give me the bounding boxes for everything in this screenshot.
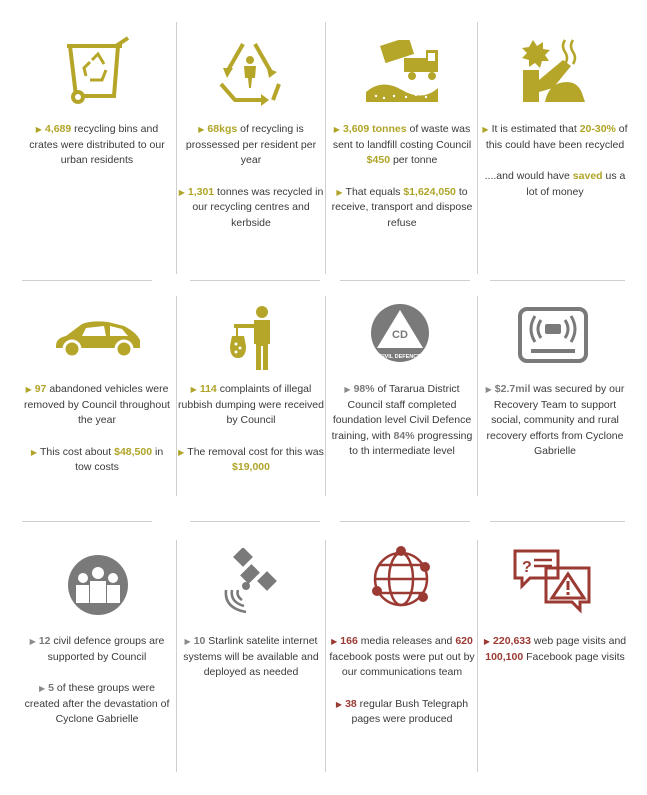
bullet-triangle-icon: ▶ (178, 447, 185, 457)
divider-v-9 (477, 540, 478, 772)
warning-chat-icon (512, 548, 592, 614)
bullet-triangle-icon: ▶ (485, 385, 492, 394)
person-dumping-rubbish-icon (224, 306, 280, 372)
svg-text:?: ? (522, 559, 532, 576)
civil-staff-text: ▶ 98% of Tararua District Council staff completed foundation level Civil Defence training, with 84% progressing to th intermediate level (331, 383, 473, 457)
estimate-text: ▶ It is estimated that 20-30% of this could have been recycled (482, 123, 628, 151)
divider-h-6 (190, 521, 320, 522)
new-groups-text: ▶ 5 of these groups were created after the devastation of Cyclone Gabrielle (24, 682, 170, 725)
stat-vehicles (22, 382, 172, 492)
saved-text: ....and would have saved us a lot of money (484, 170, 626, 198)
kgs-text: ▶ 68kgs of recycling is prossessed per resident per year (185, 123, 317, 166)
divider-h-4 (490, 280, 625, 281)
bullet-triangle-icon: ▶ (35, 125, 42, 134)
community-group-icon (66, 553, 130, 617)
media-text: ▶ 166 media releases and 620 facebook posts were put out by our communications team (329, 635, 475, 678)
stat-recycling-bins (22, 122, 172, 185)
vehicles-text: ▶ 97 abandoned vehicles were removed by Council throughout the year (24, 383, 170, 426)
divider-h-5 (22, 521, 152, 522)
divider-h-1 (22, 280, 152, 281)
radio-device-icon (517, 306, 589, 366)
starlink-text: ▶ 10 Starlink satelite internet systems will be available and deployed as needed (183, 635, 319, 678)
stat-dumping (176, 382, 326, 492)
badge-cd-text: CD (392, 329, 408, 341)
bullet-triangle-icon: ▶ (178, 187, 185, 197)
badge-civil-defence-text: CIVIL DEFENCE (379, 354, 421, 360)
car-icon (52, 318, 144, 358)
bullet-triangle-icon: ▶ (333, 125, 340, 134)
recycle-person-icon (215, 38, 285, 106)
bullet-triangle-icon: ▶ (344, 385, 351, 394)
stat-estimate (480, 122, 630, 216)
bullet-triangle-icon: ▶ (198, 125, 205, 134)
web-text: ▶ 220,633 web page visits and 100,100 Facebook page visits (483, 635, 627, 663)
dumping-text: ▶ 114 complaints of illegal rubbish dumping were received by Council (178, 383, 324, 426)
bullet-triangle-icon: ▶ (336, 187, 343, 197)
satellite-icon (218, 548, 284, 614)
stat-starlink (176, 634, 326, 697)
tonnes-recycled-text: ▶ 1,301 tonnes was recycled in our recycling centres and kerbside (178, 185, 324, 229)
divider-h-7 (340, 521, 470, 522)
bullet-triangle-icon: ▶ (190, 385, 197, 394)
bullet-triangle-icon: ▶ (184, 637, 191, 646)
landfill-cost-text: ▶ That equals $1,624,050 to receive, transport and dispose refuse (331, 185, 473, 229)
stat-media (327, 634, 477, 744)
stat-landfill (327, 122, 477, 247)
divider-h-8 (490, 521, 625, 522)
landfill-text: ▶ 3,609 tonnes of waste was sent to landfill costing Council $450 per tonne (332, 123, 472, 166)
divider-v-3 (477, 22, 478, 274)
removal-cost-text: ▶ The removal cost for this was $19,000 (178, 445, 324, 473)
bullet-triangle-icon: ▶ (335, 699, 343, 709)
bullet-triangle-icon: ▶ (482, 125, 489, 134)
network-globe-icon (367, 545, 435, 613)
bullet-triangle-icon: ▶ (25, 385, 32, 394)
recovery-text: ▶ $2.7mil was secured by our Recovery Team to support social, community and rural recovery efforts from Cyclone Gabrielle (485, 383, 625, 457)
groups-text: ▶ 12 civil defence groups are supported by Council (29, 635, 165, 663)
bullet-triangle-icon: ▶ (29, 637, 36, 646)
stat-civil-staff (327, 382, 477, 476)
bins-text: ▶ 4,689 recycling bins and crates were distributed to our urban residents (29, 123, 165, 166)
bullet-triangle-icon: ▶ (30, 447, 37, 457)
stat-recycling-kgs (176, 122, 326, 247)
bullet-triangle-icon: ▶ (331, 637, 338, 646)
bullet-triangle-icon: ▶ (39, 684, 46, 693)
civil-defence-badge-icon (369, 302, 431, 364)
divider-h-2 (190, 280, 320, 281)
divider-h-3 (340, 280, 470, 281)
stat-recovery (480, 382, 630, 476)
recycling-bin-icon (62, 34, 134, 106)
tow-cost-text: ▶ This cost about $48,500 in tow costs (30, 445, 164, 473)
bush-telegraph-text: ▶ 38 regular Bush Telegraph pages were produced (335, 697, 469, 725)
bullet-triangle-icon: ▶ (483, 637, 491, 646)
stat-groups (22, 634, 172, 744)
gloved-hand-compost-icon (519, 36, 589, 106)
stat-web (480, 634, 630, 681)
dump-truck-icon (362, 40, 440, 104)
divider-v-6 (477, 296, 478, 496)
